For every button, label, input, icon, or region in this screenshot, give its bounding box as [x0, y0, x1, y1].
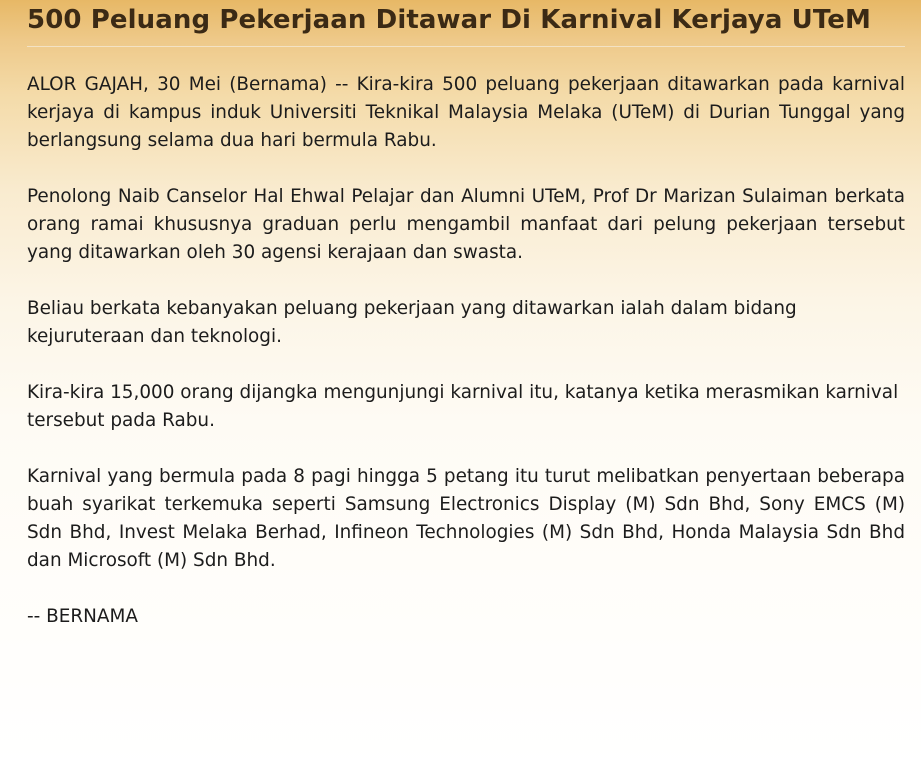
- article-byline: -- BERNAMA: [27, 606, 138, 627]
- title-divider: [27, 46, 905, 47]
- article-paragraph: Penolong Naib Canselor Hal Ehwal Pelajar dan Alumni UTeM, Prof Dr Marizan Sulaiman berkata orang ramai khususnya graduan perlu mengambil manfaat dari pelung pekerjaan tersebut yang ditawarkan oleh 30 agensi kerajaan dan swasta.: [27, 186, 905, 263]
- news-article-page: [27, 0, 905, 768]
- article-title: 500 Peluang Pekerjaan Ditawar Di Karnival Kerjaya UTeM: [27, 5, 871, 35]
- article-paragraph: Karnival yang bermula pada 8 pagi hingga 5 petang itu turut melibatkan penyertaan beberapa buah syarikat terkemuka seperti Samsung Electronics Display (M) Sdn Bhd, Sony EMCS (M) Sdn Bhd, Invest Melaka Berhad, Infineon Technologies (M) Sdn Bhd, Honda Malaysia Sdn Bhd dan Microsoft (M) Sdn Bhd.: [27, 466, 905, 571]
- article-paragraph: Beliau berkata kebanyakan peluang pekerjaan yang ditawarkan ialah dalam bidang kejuruteraan dan teknologi.: [27, 298, 797, 347]
- article-paragraph: ALOR GAJAH, 30 Mei (Bernama) -- Kira-kira 500 peluang pekerjaan ditawarkan pada karnival kerjaya di kampus induk Universiti Teknikal Malaysia Melaka (UTeM) di Durian Tunggal yang berlangsung selama dua hari bermula Rabu.: [27, 74, 905, 151]
- article-body: [27, 71, 905, 631]
- article-paragraph: Kira-kira 15,000 orang dijangka mengunjungi karnival itu, katanya ketika merasmikan karnival tersebut pada Rabu.: [27, 382, 899, 431]
